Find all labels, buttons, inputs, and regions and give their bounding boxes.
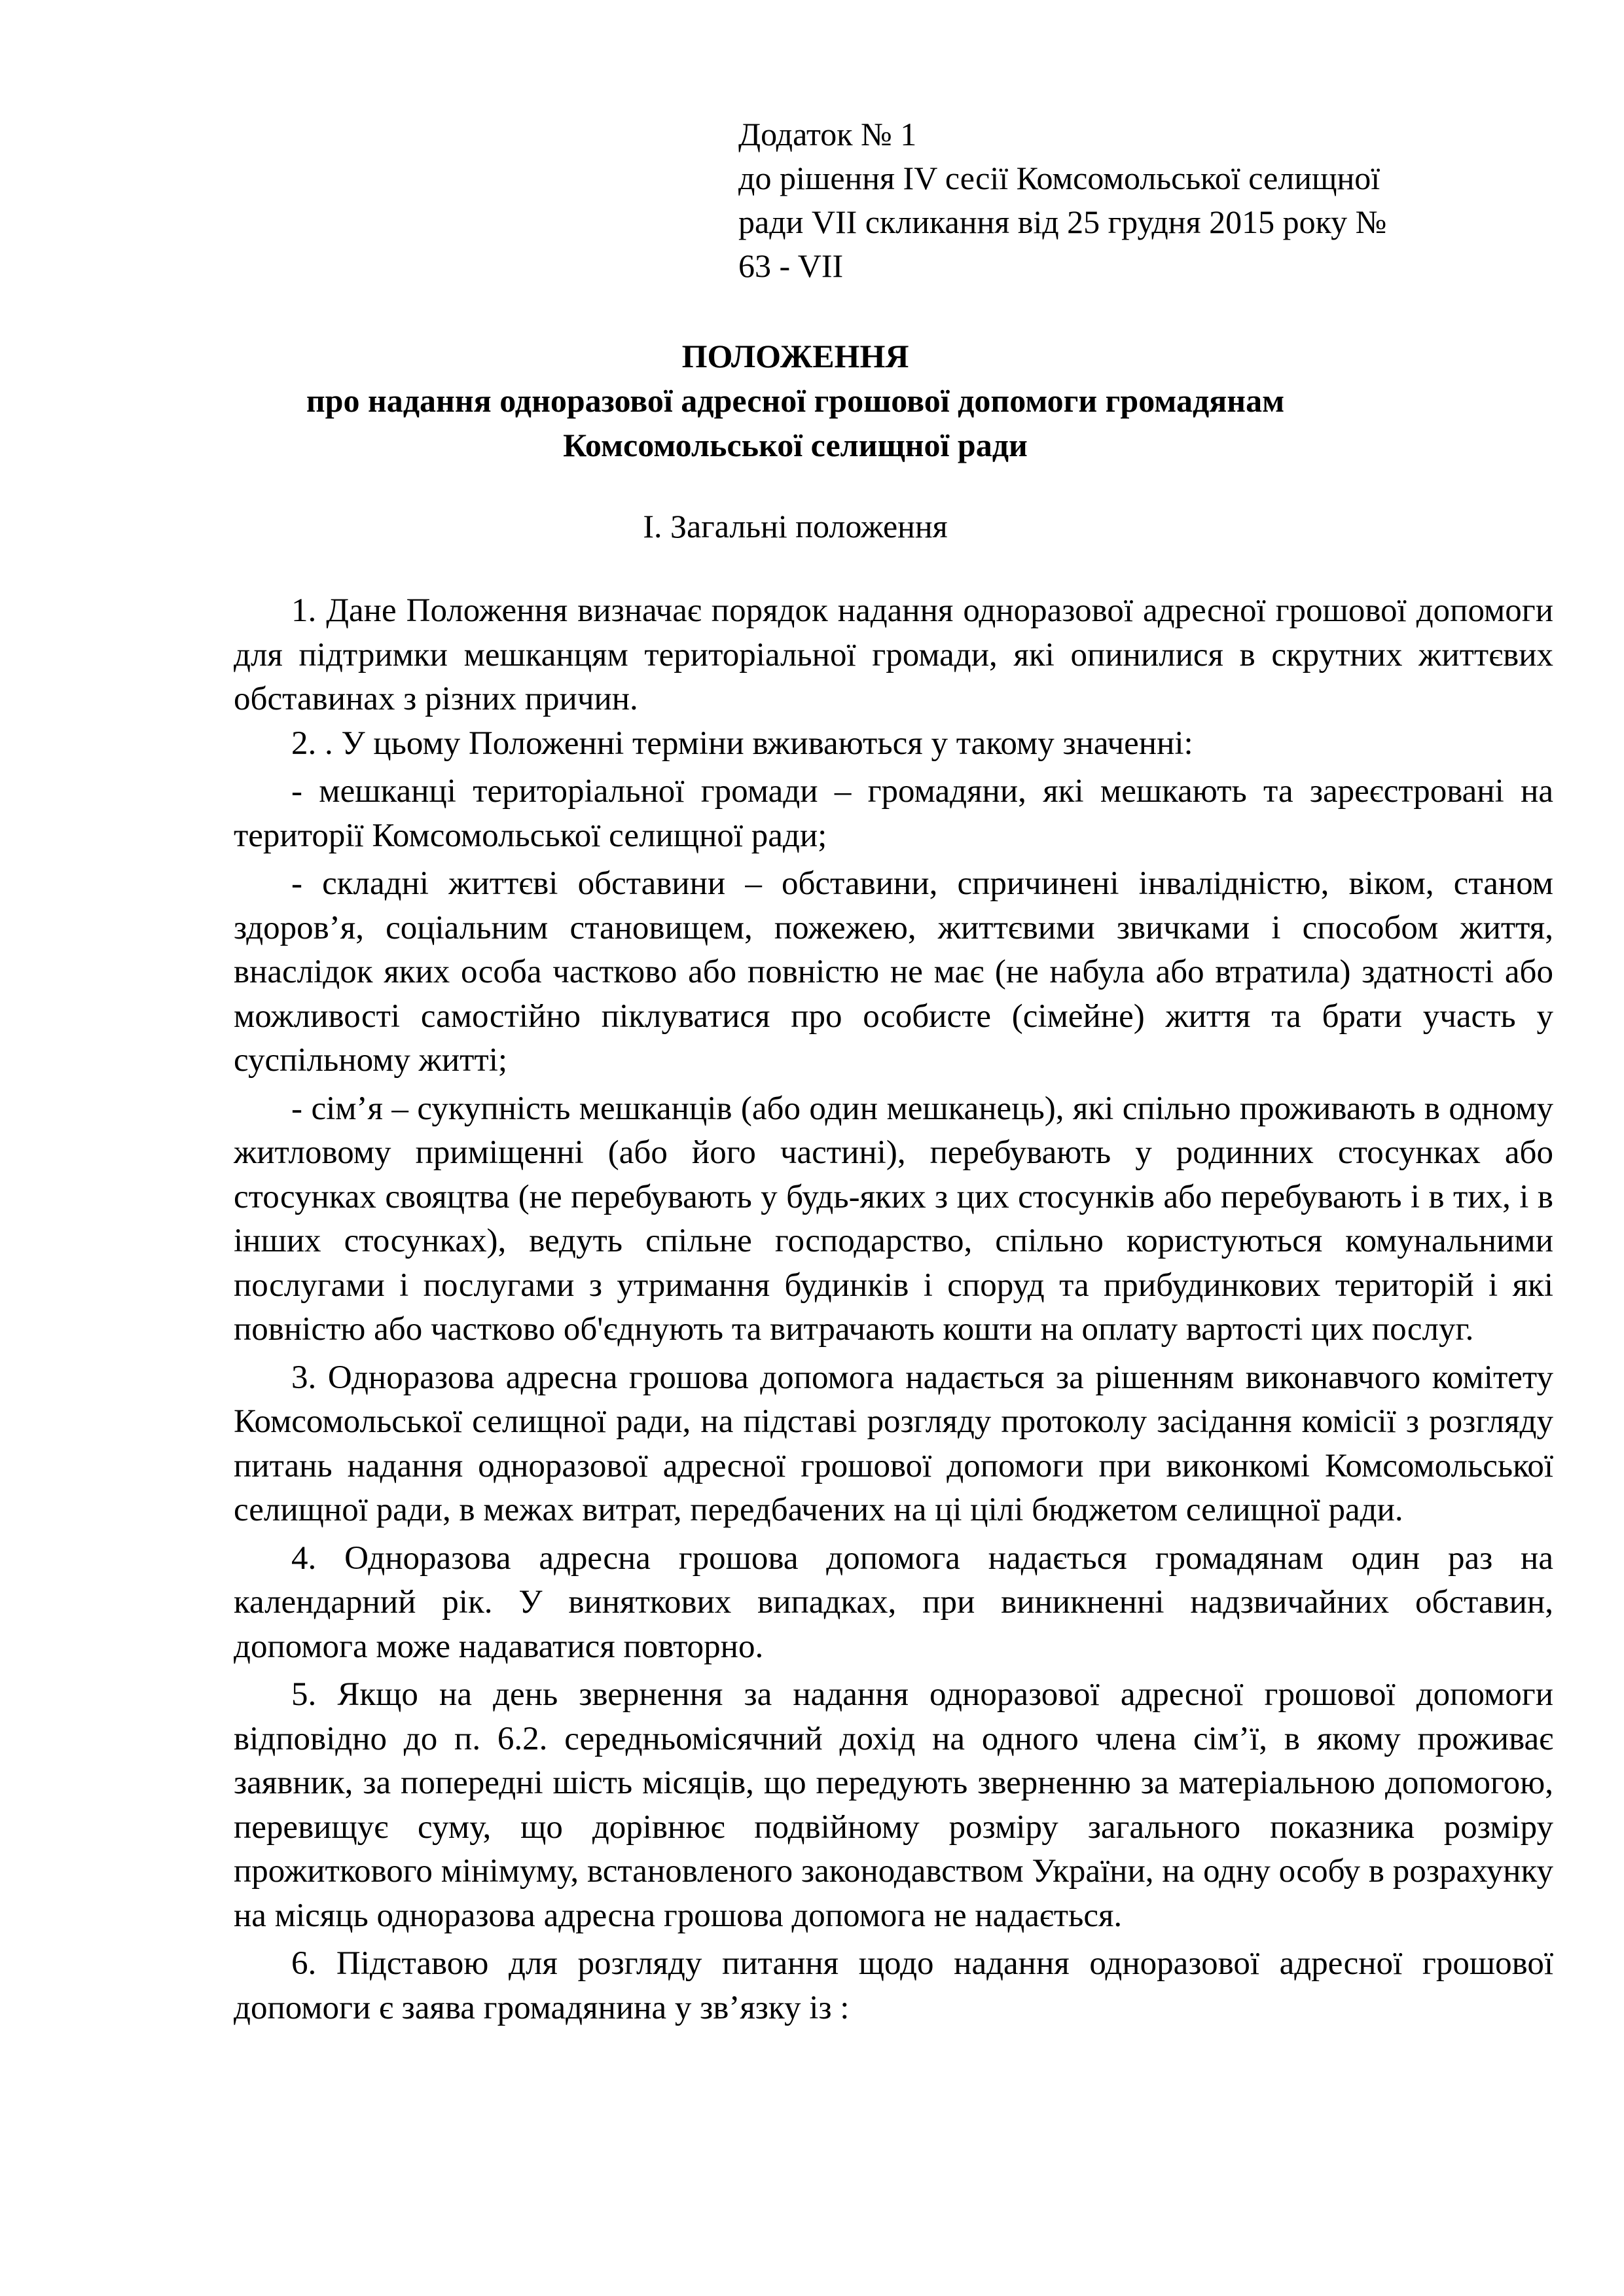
paragraph-2: 2. . У цьому Положенні терміни вживаються у такому значенні: [291,725,1193,762]
appendix-line-1: Додаток № 1 [738,116,917,152]
paragraph-2-definition-residents: - мешканці територіальної громади – громадяни, які мешкають та зареєстровані на території Комсомольської селищної ради; [234,773,1553,854]
paragraph-4: 4. Одноразова адресна грошова допомога надається громадянам один раз на календарний рік. У виняткових випадках, при виникненні надзвичайних обставин, допомога може надаватися повторно. [234,1539,1553,1665]
paragraph-2-definition-family: - сім’я – сукупність мешканців (або один мешканець), які спільно проживають в одному житловому приміщенні (або його частині), перебувають у родинних стосунках або стосунках свояцтва (не перебувають у будь-яких з цих стосунків або перебувають і в тих, і в інших стосунках), ведуть спільне господарство, спільно користуються комунальними послугами і послугами з утримання будинків і споруд та прибудинкових територій і які повністю або частково об'єднують та витрачають кошти на оплату вартості цих послуг. [234,1090,1553,1348]
section-title: І. Загальні положення [643,508,948,545]
document-body [234,589,1553,2030]
paragraph-3: 3. Одноразова адресна грошова допомога надається за рішенням виконавчого комітету Комсомольської селищної ради, на підставі розгляду протоколу засідання комісії з розгляду питань надання одноразової адресної грошової допомоги при виконкомі Комсомольської селищної ради, в межах витрат, передбачених на ці цілі бюджетом селищної ради. [234,1359,1553,1528]
appendix-line-3: ради VII скликання від 25 грудня 2015 року № [738,204,1387,240]
paragraph-1: 1. Дане Положення визначає порядок надання одноразової адресної грошової допомоги для підтримки мешканцям територіальної громади, які опинилися в скрутних життєвих обставинах з різних причин. [234,592,1553,717]
appendix-line-4: 63 - VII [738,247,844,284]
document-title [236,334,1355,467]
appendix-header [738,113,1524,288]
title-line-2: про надання одноразової адресної грошової допомоги громадянам [306,382,1285,419]
appendix-line-2: до рішення IV сесії Комсомольської селищної [738,160,1380,196]
paragraph-6: 6. Підставою для розгляду питання щодо надання одноразової адресної грошової допомоги є заява громадянина у зв’язку із : [234,1945,1553,2026]
paragraph-5: 5. Якщо на день звернення за надання одноразової адресної грошової допомоги відповідно до п. 6.2. середньомісячний дохід на одного члена сім’ї, в якому проживає заявник, за попередні шість місяців, що передують зверненню за матеріальною допомогою, перевищує суму, що дорівнює подвійному розміру загального показника розміру прожиткового мінімуму, встановленого законодавством України, на одну особу в розрахунку на місяць одноразова адресна грошова допомога не надається. [234,1676,1553,1934]
paragraph-2-definition-circumstances: - складні життєві обставини – обставини, спричинені інвалідністю, віком, станом здоров’я, соціальним становищем, пожежею, життєвими звичками і способом життя, внаслідок яких особа частково або повністю не має (не набула або втратила) здатності або можливості самостійно піклуватися про особисте (сімейне) життя та брати участь у суспільному житті; [234,865,1553,1079]
title-line-3: Комсомольської селищної ради [563,427,1028,463]
title-line-1: ПОЛОЖЕННЯ [681,338,909,374]
